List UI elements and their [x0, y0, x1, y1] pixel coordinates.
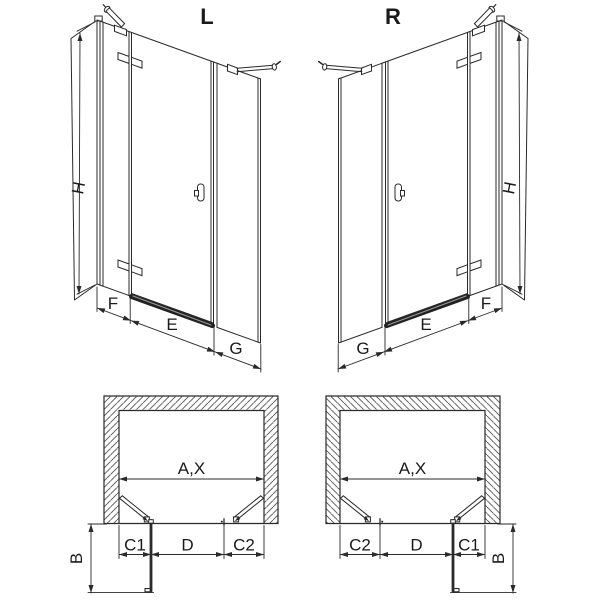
d-label-left: D: [181, 535, 194, 555]
c1-label-left: C1: [124, 535, 146, 555]
c1-label-right: C1: [458, 535, 480, 555]
c2-label-left: C2: [233, 535, 255, 555]
g-label-left: G: [229, 339, 243, 358]
plan-view-right: [326, 396, 516, 593]
variant-label-left: L: [200, 4, 214, 29]
opening-label-right: A,X: [398, 459, 427, 478]
variant-label-right: R: [385, 4, 401, 29]
c2-label-right: C2: [349, 535, 371, 555]
f-label-left: F: [107, 294, 119, 313]
f-label-right: F: [480, 294, 492, 313]
height-label-right: H: [499, 180, 521, 196]
b-label-left: B: [67, 552, 86, 565]
g-label-right: G: [356, 339, 370, 358]
b-label-right: B: [489, 552, 508, 565]
opening-label-left: A,X: [177, 459, 206, 478]
e-label-right: E: [420, 315, 432, 334]
e-label-left: E: [166, 315, 178, 334]
plan-view-left: [88, 396, 278, 593]
d-label-right: D: [410, 535, 423, 555]
height-label-left: H: [68, 180, 90, 196]
